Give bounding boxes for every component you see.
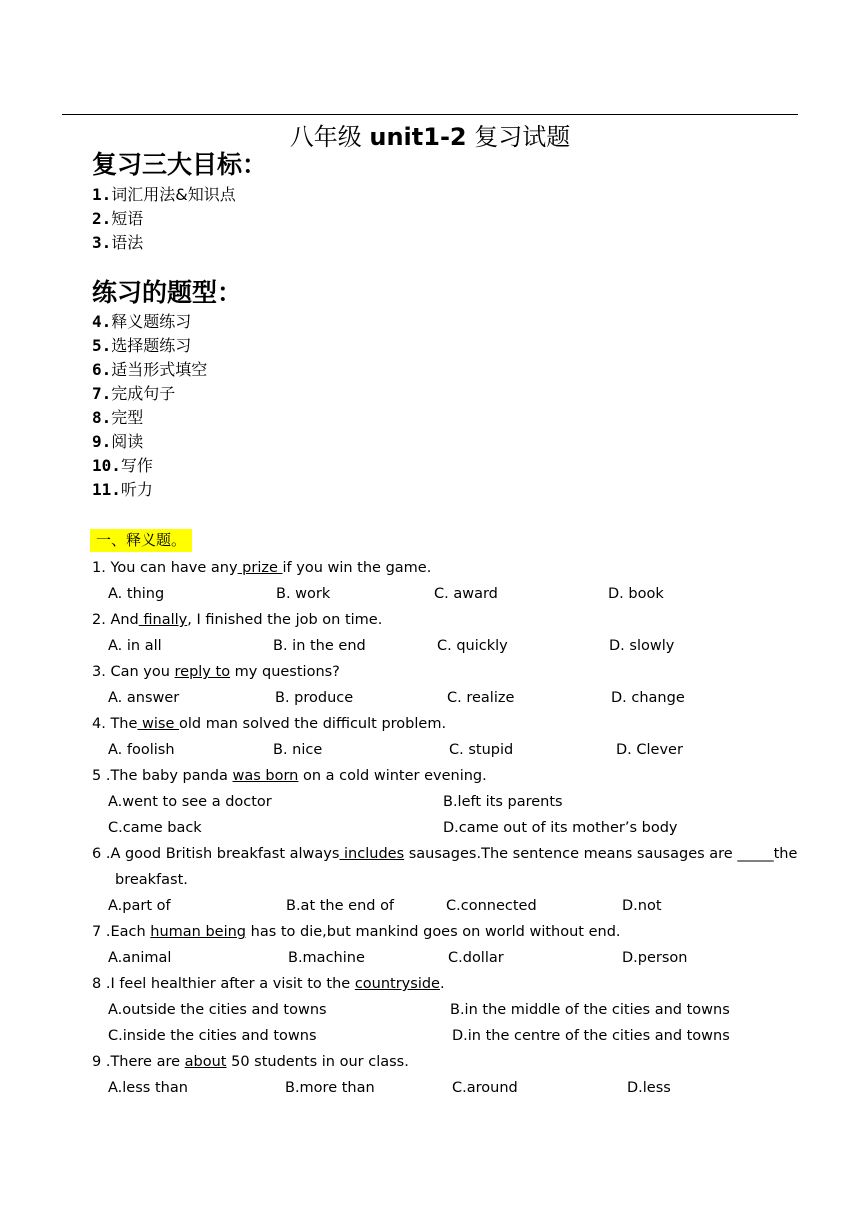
type-item: 8.完型 (92, 408, 144, 427)
type-item: 7.完成句子 (92, 384, 176, 403)
question-2: 2. And finally, I finished the job on time. (92, 612, 383, 628)
goal-item: 2.短语 (92, 209, 144, 228)
goals-heading: 复习三大目标： (92, 150, 268, 179)
type-item: 4.释义题练习 (92, 312, 192, 331)
goal-item: 1.词汇用法&知识点 (92, 185, 236, 204)
option-c: C. realize (447, 690, 515, 706)
types-heading: 练习的题型： (92, 278, 243, 307)
option-d: D. book (608, 586, 664, 602)
type-item: 11.听力 (92, 480, 153, 499)
option-a: A.went to see a doctor (108, 794, 272, 810)
option-a: A.animal (108, 950, 172, 966)
type-item: 5.选择题练习 (92, 336, 192, 355)
option-b: B.at the end of (286, 898, 395, 914)
question-8: 8 .I feel healthier after a visit to the countryside. (92, 976, 445, 992)
option-b: B. nice (273, 742, 323, 758)
option-d: D.came out of its mother’s body (443, 820, 678, 836)
option-b: B.machine (288, 950, 365, 966)
option-a: A.less than (108, 1080, 188, 1096)
section-heading-highlighted: 一、释义题。 (90, 529, 192, 552)
option-c: C. award (434, 586, 498, 602)
option-d: D.less (627, 1080, 671, 1096)
question-1: 1. You can have any prize if you win the game. (92, 560, 432, 576)
type-item: 6.适当形式填空 (92, 360, 208, 379)
option-d: D.in the centre of the cities and towns (452, 1028, 730, 1044)
page-title: 八年级 unit1-2 复习试题 (289, 123, 571, 151)
option-b: B.left its parents (443, 794, 563, 810)
question-7: 7 .Each human being has to die,but mankind goes on world without end. (92, 924, 621, 940)
goal-item: 3.语法 (92, 233, 144, 252)
option-d: D. Clever (616, 742, 683, 758)
option-b: B. work (276, 586, 331, 602)
type-item: 9.阅读 (92, 432, 144, 451)
option-c: C.around (452, 1080, 518, 1096)
option-b: B. produce (275, 690, 354, 706)
option-c: C. stupid (449, 742, 514, 758)
answer-blank[interactable]: _____ (737, 846, 774, 862)
option-a: A.outside the cities and towns (108, 1002, 327, 1018)
question-6: 6 .A good British breakfast always includes sausages.The sentence means sausages are _____the (92, 846, 798, 862)
option-a: A.part of (108, 898, 171, 914)
question-5: 5 .The baby panda was born on a cold winter evening. (92, 768, 487, 784)
header-rule (62, 114, 798, 115)
question-3: 3. Can you reply to my questions? (92, 664, 340, 680)
option-b: B.in the middle of the cities and towns (450, 1002, 730, 1018)
option-a: A. foolish (108, 742, 175, 758)
option-c: C.connected (446, 898, 537, 914)
option-a: A. thing (108, 586, 165, 602)
question-4: 4. The wise old man solved the difficult problem. (92, 716, 447, 732)
type-item: 10.写作 (92, 456, 153, 475)
option-a: A. answer (108, 690, 180, 706)
option-c: C.inside the cities and towns (108, 1028, 317, 1044)
option-c: C.came back (108, 820, 202, 836)
option-c: C.dollar (448, 950, 504, 966)
option-b: B.more than (285, 1080, 375, 1096)
option-d: D.not (622, 898, 662, 914)
option-d: D. change (611, 690, 685, 706)
option-b: B. in the end (273, 638, 366, 654)
option-a: A. in all (108, 638, 162, 654)
option-d: D.person (622, 950, 688, 966)
option-d: D. slowly (609, 638, 675, 654)
question-9: 9 .There are about 50 students in our class. (92, 1054, 409, 1070)
question-6-continued: breakfast. (115, 872, 188, 888)
option-c: C. quickly (437, 638, 508, 654)
